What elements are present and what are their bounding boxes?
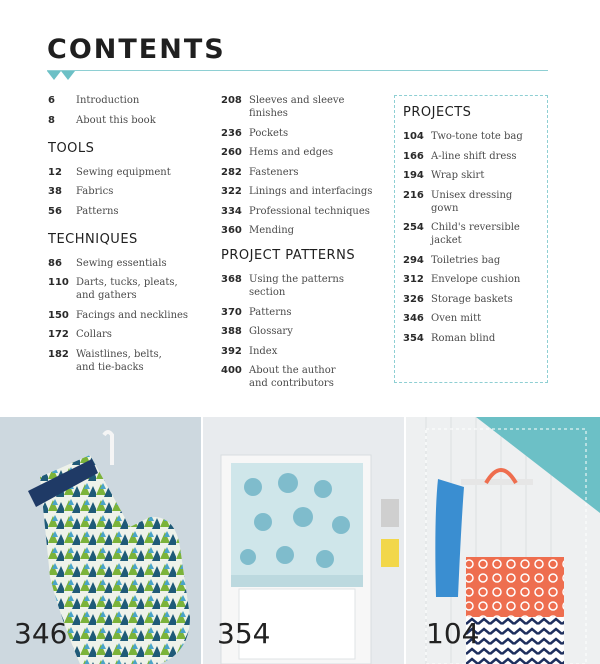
tools-list	[48, 166, 218, 218]
toc-page-number: 166	[403, 150, 424, 162]
toc-entry-label: Toiletries bag	[431, 254, 501, 266]
section-heading-techniques: TECHNIQUES	[48, 231, 138, 247]
toc-entry-label: Waistlines, belts, and tie-backs	[76, 348, 162, 373]
toc-entry	[221, 166, 391, 179]
toc-entry	[403, 169, 548, 182]
triangle-marker-icon	[61, 71, 75, 80]
photo-tote-bag	[406, 417, 600, 664]
toc-entry-label: About this book	[76, 114, 156, 126]
toc-entry	[403, 189, 548, 215]
toc-entry	[48, 94, 218, 107]
toc-entry-label: Fasteners	[249, 166, 299, 178]
toc-page-number: 8	[48, 114, 55, 126]
toc-entry-label: Patterns	[76, 205, 119, 217]
toc-entry	[48, 114, 218, 127]
toc-page-number: 346	[403, 313, 424, 324]
toc-entry	[48, 257, 218, 270]
toc-entry	[48, 348, 218, 374]
toc-page-number: 322	[221, 186, 242, 197]
toc-entry-label: Darts, tucks, pleats, and gathers	[76, 277, 178, 301]
toc-entry-label: Pockets	[249, 127, 289, 139]
toc-page-number: 360	[221, 225, 242, 236]
toc-page-number: 56	[48, 205, 62, 217]
toc-entry-label: Unisex dressing gown	[431, 189, 513, 214]
techniques-continued-list	[221, 94, 391, 237]
toc-page-number: 12	[48, 166, 62, 178]
toc-entry-label: Collars	[76, 329, 112, 340]
toc-entry	[403, 130, 548, 143]
toc-entry-label: About the author and contributors	[249, 365, 336, 389]
title-divider	[47, 70, 548, 71]
toc-entry-label: Fabrics	[76, 186, 114, 197]
toc-page-number: 194	[403, 170, 424, 181]
toc-entry-label: Two-tone tote bag	[431, 131, 523, 142]
toc-entry-label: Facings and necklines	[76, 309, 189, 321]
toc-page-number: 368	[221, 274, 242, 285]
project-patterns-list	[221, 273, 391, 390]
toc-page-number: 86	[48, 257, 62, 269]
toc-page-number: 208	[221, 95, 242, 106]
toc-page-number: 354	[403, 332, 424, 344]
section-heading-projects: PROJECTS	[403, 105, 472, 120]
toc-entry	[221, 325, 391, 338]
toc-page-number: 236	[221, 127, 242, 139]
toc-page-number: 104	[403, 131, 424, 142]
toc-page-number: 6	[48, 95, 55, 106]
projects-list	[403, 130, 548, 345]
toc-entry-label: Envelope cushion	[431, 274, 521, 285]
toc-entry-label: Storage baskets	[431, 293, 513, 305]
toc-entry	[48, 205, 218, 218]
toc-page-number: 294	[403, 254, 424, 266]
toc-page-number: 370	[221, 306, 242, 318]
toc-entry	[221, 127, 391, 140]
toc-entry	[403, 221, 548, 247]
page-title: CONTENTS	[47, 34, 226, 65]
toc-entry-label: Sewing equipment	[76, 166, 171, 178]
toc-entry	[48, 276, 218, 302]
toc-entry-label: Sewing essentials	[76, 257, 167, 269]
toc-page-number: 392	[221, 345, 242, 357]
toc-page-number: 38	[48, 186, 62, 197]
toc-entry	[221, 146, 391, 159]
toc-entry-label: Introduction	[76, 95, 140, 106]
photo-caption-number: 104	[426, 617, 480, 650]
techniques-list	[48, 257, 218, 374]
toc-entry-label: Mending	[249, 225, 295, 236]
toc-entry	[221, 273, 391, 299]
toc-page-number: 254	[403, 222, 424, 233]
toc-page-number: 282	[221, 166, 242, 178]
toc-entry-label: Child's reversible jacket	[431, 222, 520, 246]
contents-column-1	[48, 94, 218, 380]
contents-column-3	[403, 105, 548, 351]
toc-entry-label: Index	[249, 345, 278, 357]
toc-entry	[221, 94, 391, 120]
toc-entry	[403, 254, 548, 267]
toc-entry	[221, 185, 391, 198]
toc-entry	[48, 185, 218, 198]
toc-page-number: 216	[403, 189, 424, 201]
section-heading-project-patterns: PROJECT PATTERNS	[221, 248, 356, 263]
toc-page-number: 312	[403, 274, 424, 285]
toc-entry-label: A-line shift dress	[431, 150, 517, 162]
toc-entry-label: Sleeves and sleeve finishes	[249, 95, 345, 119]
toc-entry	[403, 150, 548, 163]
toc-entry-label: Glossary	[249, 326, 293, 337]
toc-entry-label: Patterns	[249, 306, 292, 318]
toc-entry	[403, 273, 548, 286]
toc-entry-label: Oven mitt	[431, 313, 482, 324]
contents-column-2	[221, 94, 391, 397]
toc-entry	[221, 224, 391, 237]
toc-entry	[221, 345, 391, 358]
toc-entry	[48, 328, 218, 341]
toc-page-number: 110	[48, 277, 69, 288]
toc-page-number: 150	[48, 309, 69, 321]
toc-entry-label: Hems and edges	[249, 147, 334, 158]
toc-page-number: 400	[221, 365, 242, 376]
toc-entry	[221, 205, 391, 218]
toc-entry	[48, 309, 218, 322]
toc-entry-label: Roman blind	[431, 332, 496, 344]
toc-entry	[48, 166, 218, 179]
toc-entry-label: Using the patterns section	[249, 274, 345, 298]
triangle-marker-icon	[47, 71, 61, 80]
photo-caption-number: 346	[14, 617, 68, 650]
photo-oven-mitt	[0, 417, 201, 664]
toc-page-number: 334	[221, 205, 242, 217]
toc-entry	[221, 364, 391, 390]
toc-page-number: 172	[48, 329, 69, 340]
toc-entry-label: Professional techniques	[249, 205, 370, 217]
toc-entry	[403, 293, 548, 306]
toc-entry	[221, 306, 391, 319]
toc-page-number: 388	[221, 326, 242, 337]
intro-list	[48, 94, 218, 127]
photo-roman-blind	[203, 417, 404, 664]
toc-page-number: 182	[48, 348, 69, 360]
toc-entry-label: Linings and interfacings	[249, 186, 373, 197]
toc-page-number: 326	[403, 293, 424, 305]
toc-entry	[403, 332, 548, 345]
toc-entry	[403, 312, 548, 325]
photo-caption-number: 354	[217, 617, 271, 650]
toc-page-number: 260	[221, 147, 242, 158]
section-heading-tools: TOOLS	[48, 140, 95, 156]
toc-entry-label: Wrap skirt	[431, 170, 485, 181]
